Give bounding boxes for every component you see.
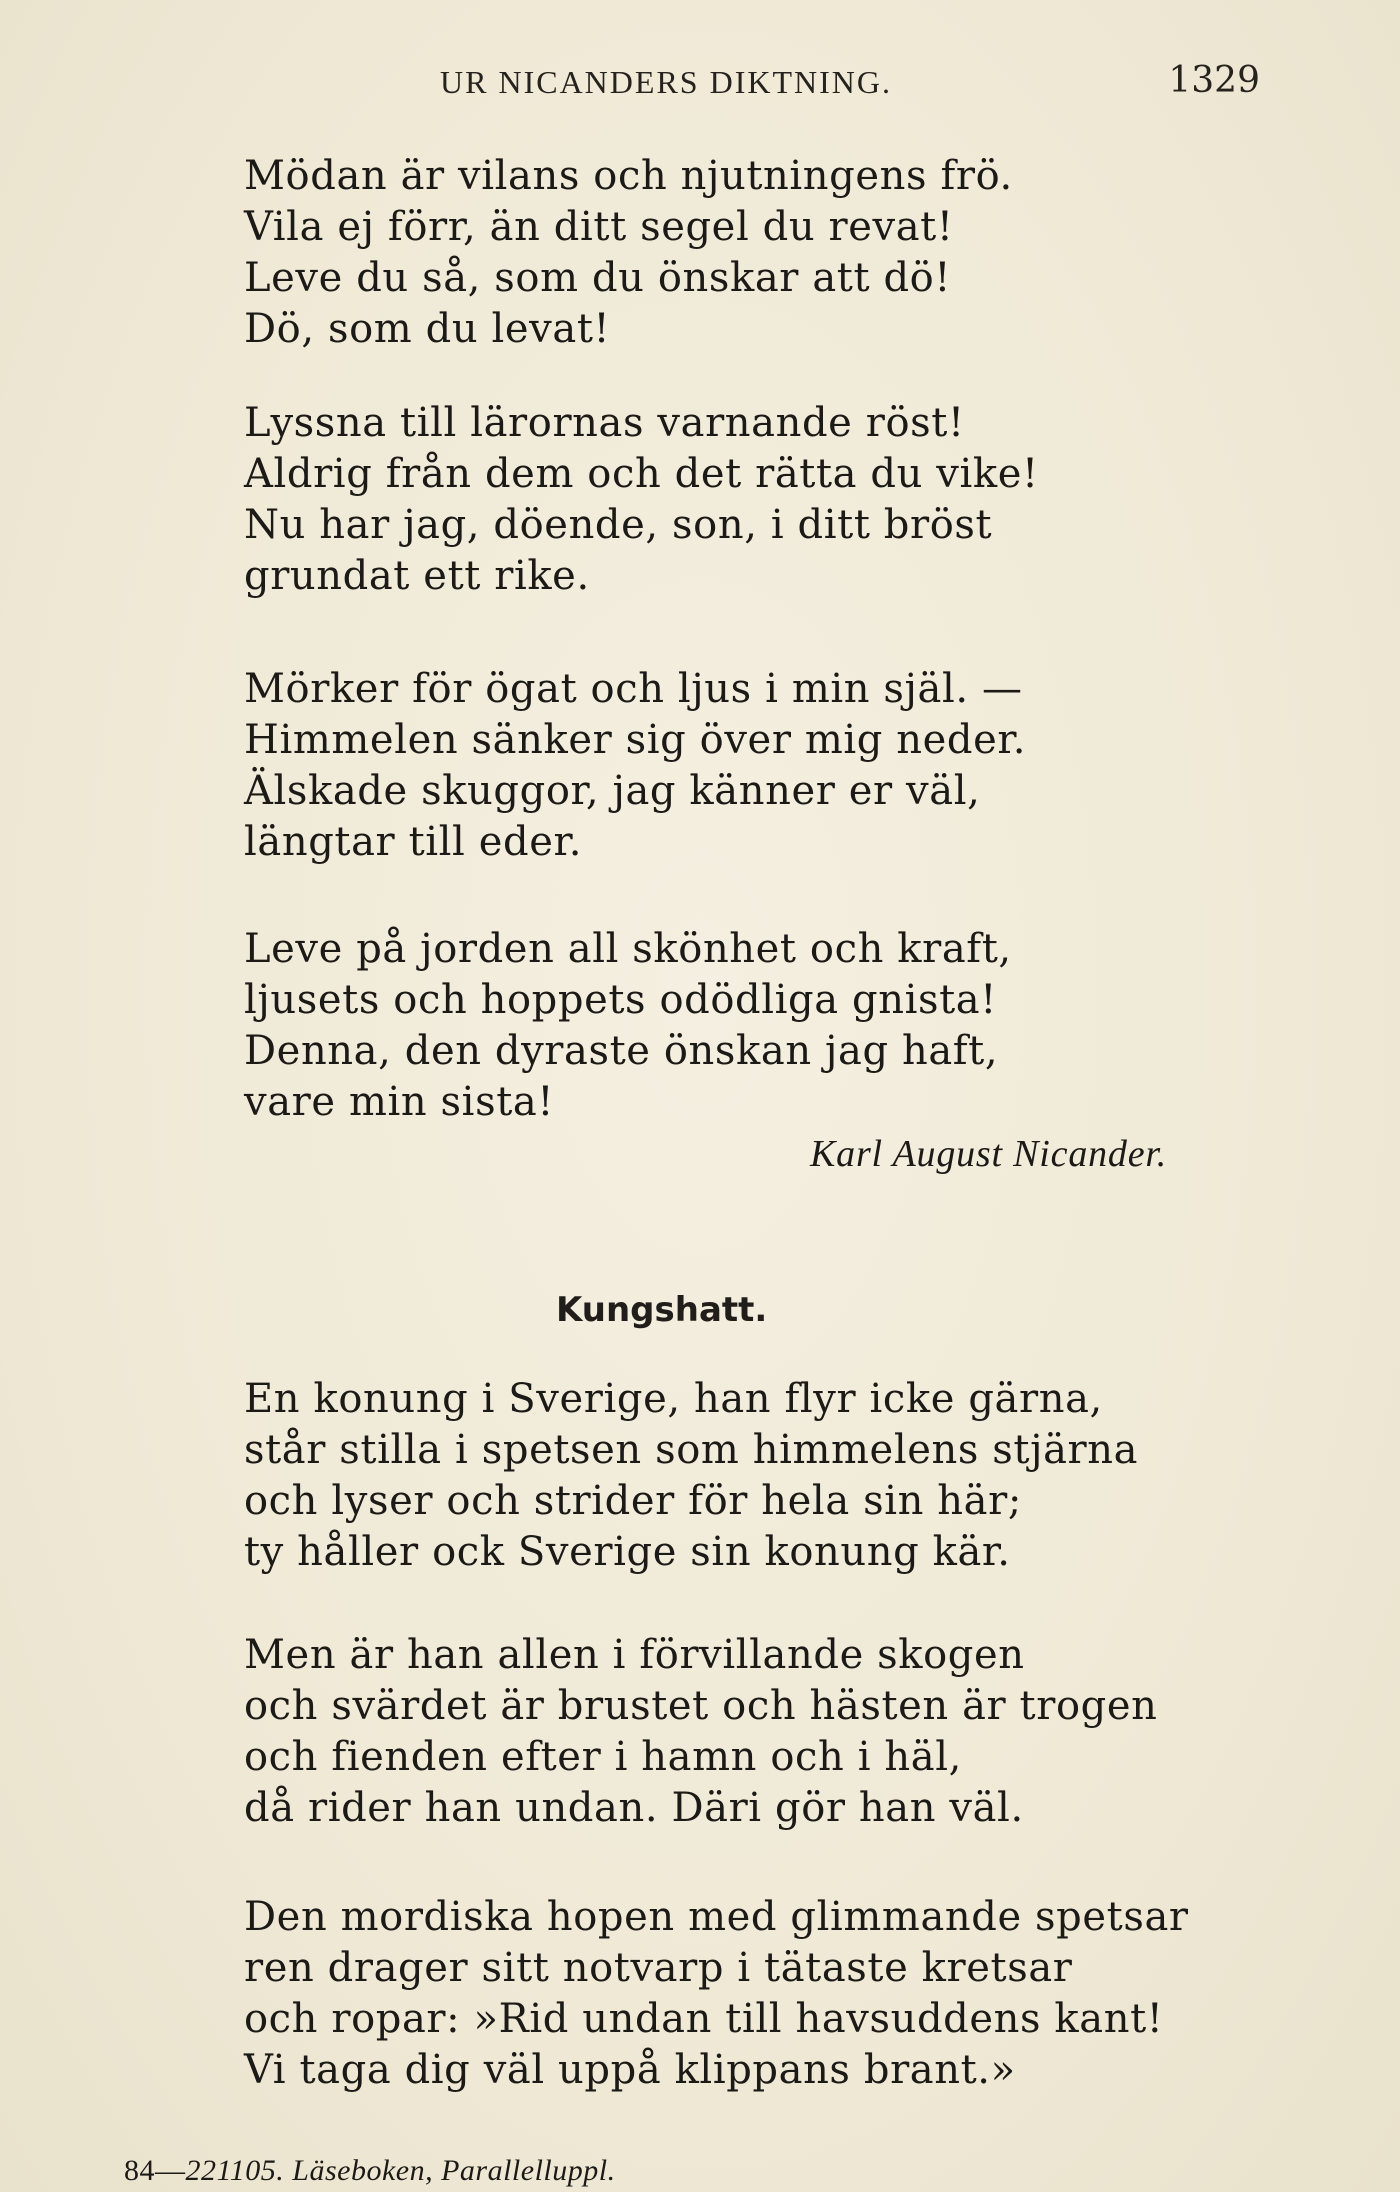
verse-line: vare min sista!: [244, 1079, 554, 1125]
poem1-stanza-3: [244, 664, 1026, 868]
verse-line: Vila ej förr, än ditt segel du revat!: [244, 204, 954, 250]
verse-line: Lyssna till lärornas varnande röst!: [244, 400, 965, 446]
poem-author: Karl August Nicander.: [810, 1133, 1168, 1175]
poem1-stanza-4: [244, 924, 1012, 1128]
verse-line: Himmelen sänker sig över mig neder.: [244, 717, 1027, 763]
verse-line: då rider han undan. Däri gör han väl.: [244, 1785, 1024, 1831]
verse-line: Vi taga dig väl uppå klippans brant.»: [244, 2047, 1016, 2093]
printer-signature: [124, 2154, 616, 2188]
verse-line: En konung i Sverige, han flyr icke gärna,: [244, 1376, 1103, 1422]
running-title: UR NICANDERS DIKTNING.: [440, 64, 892, 100]
page-number: 1329: [1168, 60, 1260, 101]
verse-line: ty håller ock Sverige sin konung kär.: [244, 1529, 1011, 1575]
verse-line: Den mordiska hopen med glimmande spetsar: [244, 1894, 1189, 1940]
verse-line: Leve på jorden all skönhet och kraft,: [244, 926, 1012, 972]
verse-line: och fienden efter i hamn och i häl,: [244, 1734, 962, 1780]
poem2-stanza-3: [244, 1892, 1189, 2096]
verse-line: Denna, den dyraste önskan jag haft,: [244, 1028, 999, 1074]
poem1-stanza-1: [244, 151, 1013, 355]
verse-line: längtar till eder.: [244, 819, 583, 865]
verse-line: Leve du så, som du önskar att dö!: [244, 255, 952, 301]
poem-title: Kungshatt.: [556, 1290, 768, 1330]
print-reference: 221105. Läseboken, Parallelluppl.: [185, 2154, 616, 2187]
verse-line: ren drager sitt notvarp i tätaste kretsar: [244, 1945, 1073, 1991]
verse-line: och ropar: »Rid undan till havsuddens kant!: [244, 1996, 1164, 2042]
verse-line: och lyser och strider för hela sin här;: [244, 1478, 1022, 1524]
verse-line: Nu har jag, döende, son, i ditt bröst: [244, 502, 993, 548]
signature-mark: 84—: [124, 2154, 186, 2187]
poem2-stanza-1: [244, 1374, 1138, 1578]
verse-line: står stilla i spetsen som himmelens stjärna: [244, 1427, 1139, 1473]
verse-line: Dö, som du levat!: [244, 306, 611, 352]
verse-line: Älskade skuggor, jag känner er väl,: [244, 768, 981, 814]
verse-line: Mödan är vilans och njutningens frö.: [244, 153, 1013, 199]
poem1-stanza-2: [244, 398, 1039, 602]
verse-line: Aldrig från dem och det rätta du vike!: [244, 451, 1039, 497]
verse-line: grundat ett rike.: [244, 553, 590, 599]
verse-line: och svärdet är brustet och hästen är trogen: [244, 1683, 1158, 1729]
poem2-stanza-2: [244, 1630, 1157, 1834]
verse-line: Mörker för ögat och ljus i min själ. —: [244, 666, 1023, 712]
verse-line: Men är han allen i förvillande skogen: [244, 1632, 1025, 1678]
verse-line: ljusets och hoppets odödliga gnista!: [244, 977, 997, 1023]
